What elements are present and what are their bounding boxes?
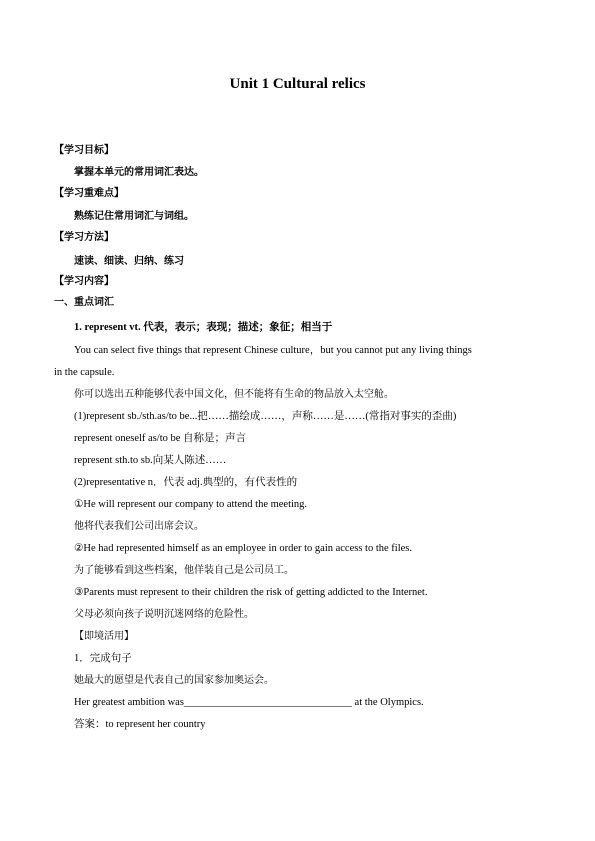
example-cn: 你可以选出五种能够代表中国文化，但不能将有生命的物品放入太空舱。	[74, 389, 394, 400]
vocab-entry: 1. represent vt. 代表，表示；表现；描述；象征；相当于	[74, 322, 333, 333]
sentence-2-en: ②He had represented himself as an employee in order to gain access to the files.	[74, 543, 412, 554]
sentence-1-cn: 他将代表我们公司出席会议。	[74, 521, 204, 532]
goal-heading: 【学习目标】	[54, 145, 114, 156]
example-en-line2: in the capsule.	[54, 367, 115, 378]
sentence-2-cn: 为了能够看到这些档案，他佯装自己是公司员工。	[74, 565, 294, 576]
practice-item: 1．完成句子	[74, 653, 132, 664]
practice-heading: 【即境活用】	[74, 631, 134, 642]
usage-2: (2)representative n．代表 adj.典型的，有代表性的	[74, 477, 298, 488]
practice-cn: 她最大的愿望是代表自己的国家参加奥运会。	[74, 675, 274, 686]
usage-1a: represent oneself as/to be 自称是；声言	[74, 433, 247, 444]
key-heading: 【学习重难点】	[54, 188, 124, 199]
practice-answer: 答案：to represent her country	[74, 719, 206, 730]
content-heading: 【学习内容】	[54, 276, 114, 287]
practice-en-blank: Her greatest ambition was________________________________ at the Olympics.	[74, 697, 424, 708]
usage-1b: represent sth.to sb.向某人陈述……	[74, 455, 227, 466]
page-title: Unit 1 Cultural relics	[229, 76, 366, 92]
goal-text: 掌握本单元的常用词汇表达。	[74, 167, 204, 178]
method-text: 速读、细读、归纳、练习	[74, 256, 184, 267]
method-heading: 【学习方法】	[54, 232, 114, 243]
part1-heading: 一、重点词汇	[54, 297, 114, 308]
sentence-1-en: ①He will represent our company to attend the meeting.	[74, 499, 308, 510]
usage-1: (1)represent sb./sth.as/to be...把……描绘成……，声称……是……(常指对事实的歪曲)	[74, 411, 457, 422]
sentence-3-en: ③Parents must represent to their children the risk of getting addicted to the Internet.	[74, 587, 428, 598]
key-text: 熟练记住常用词汇与词组。	[74, 211, 194, 222]
sentence-3-cn: 父母必须向孩子说明沉迷网络的危险性。	[74, 609, 254, 620]
example-en-line1: You can select five things that represent Chinese culture，but you cannot put any living things	[74, 345, 472, 356]
